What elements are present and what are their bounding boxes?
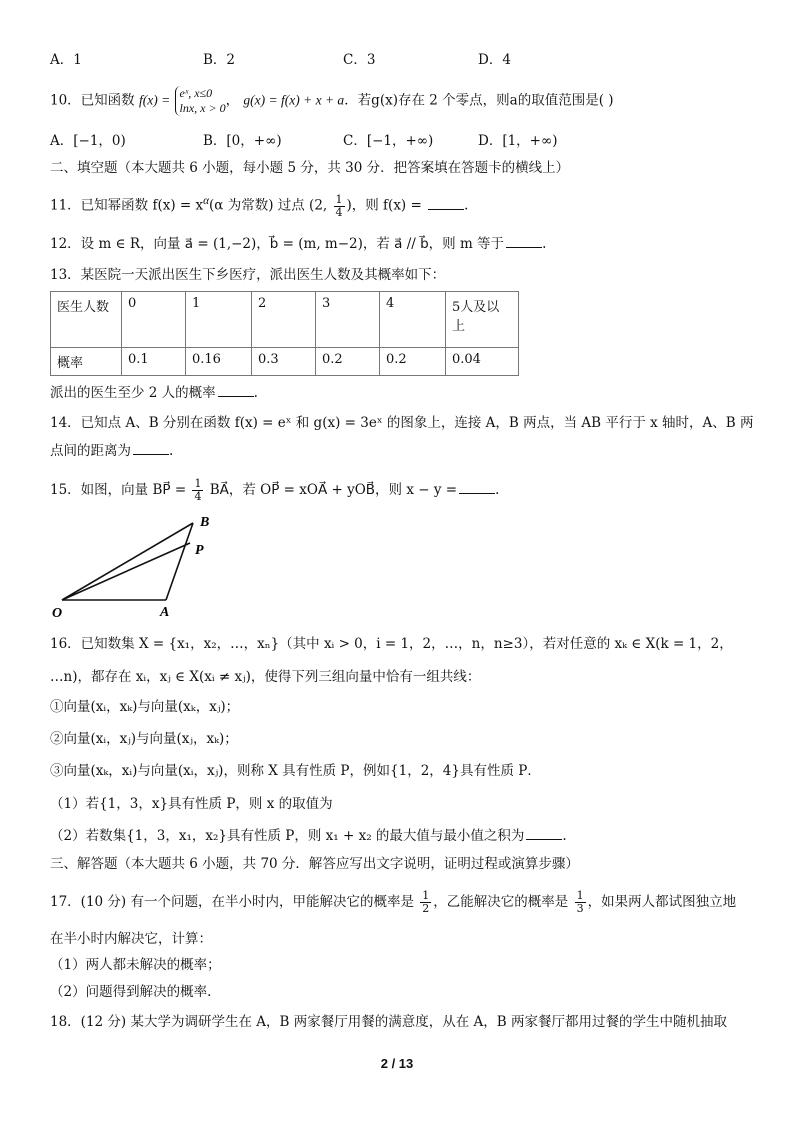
q10-option-c: C．[−1，+∞) bbox=[343, 133, 434, 149]
q13-question: 派出的医生至少 2 人的概率 . bbox=[50, 385, 258, 401]
piecewise-definition: eˣ, x≤0 lnx, x > 0 bbox=[175, 86, 226, 116]
q10-stem: 10．已知函数 f(x) = eˣ, x≤0 lnx, x > 0， g(x) = f(x) + x + a．若g(x)存在 2 个零点，则a的取值范围是( ) bbox=[50, 86, 614, 115]
table-cell: 0.04 bbox=[446, 348, 519, 376]
q14-stem-line1: 14．已知点 A、B 分别在函数 f(x) = eˣ 和 g(x) = 3eˣ 的图象上，连接 A，B 两点，当 AB 平行于 x 轴时，A、B 两 bbox=[50, 415, 754, 431]
table-header-cell: 5人及以上 bbox=[446, 292, 519, 348]
section-3-heading: 三、解答题（本大题共 6 小题，共 70 分．解答应写出文字说明，证明过程或演算步骤） bbox=[50, 856, 579, 872]
q16-part-1: （1）若{1，3，x}具有性质 P，则 x 的取值为 bbox=[50, 796, 333, 812]
table-cell: 0.2 bbox=[380, 348, 446, 376]
q16-condition-1: ①向量(xᵢ，xₖ)与向量(xₖ，xⱼ)； bbox=[50, 699, 240, 715]
table-header-cell: 0 bbox=[122, 292, 186, 348]
segment-ab bbox=[166, 523, 193, 600]
label-p: P bbox=[195, 543, 204, 558]
table-cell: 0.16 bbox=[186, 348, 252, 376]
q17-stem-line2: 在半小时内解决它，计算： bbox=[50, 931, 212, 947]
table-header-cell: 2 bbox=[252, 292, 316, 348]
table-header-cell: 1 bbox=[186, 292, 252, 348]
segment-op bbox=[62, 543, 190, 600]
q15-stem: 15．如图，向量 BP⃗ = $\frac{1}{4}$ BA⃗，若 OP⃗ = xOA⃗ + yOB⃗，则 x − y = . bbox=[50, 477, 500, 503]
answer-blank bbox=[526, 827, 562, 840]
table-cell: 概率 bbox=[51, 348, 122, 376]
answer-blank bbox=[506, 235, 542, 248]
q16-condition-3: ③向量(xₖ，xᵢ)与向量(xᵢ，xⱼ)，则称 X 具有性质 P，例如{1，2，4}具有性质 P． bbox=[50, 763, 541, 779]
label-o: O bbox=[52, 606, 63, 621]
q16-part-2: （2）若数集{1，3，x₁，x₂}具有性质 P，则 x₁ + x₂ 的最大值与最小值之积为 . bbox=[50, 828, 567, 844]
q16-stem-line1: 16．已知数集 X = {x₁，x₂，…，xₙ}（其中 xᵢ > 0，i = 1，2，…，n，n≥3），若对任意的 xₖ ∈ X(k = 1，2， bbox=[50, 636, 733, 652]
answer-blank bbox=[133, 442, 169, 455]
q11-stem: 11．已知幂函数 $f(x) = x^\alpha(\alpha$ 为常数) 过点 (2, $\frac{1}{4}$ )，则 f(x) = . bbox=[50, 192, 469, 219]
label-a: A bbox=[160, 605, 170, 620]
q12-stem: 12．设 m ∈ R，向量 a⃗ = (1,−2)，b⃗ = (m, m−2)，若 a⃗ // b⃗，则 m 等于 . bbox=[50, 236, 547, 252]
q14-stem-line2: 点间的距离为 . bbox=[50, 443, 174, 459]
segment-ob bbox=[62, 523, 193, 600]
answer-blank bbox=[218, 384, 254, 397]
table-cell: 0.1 bbox=[122, 348, 186, 376]
page-number: 2 / 13 bbox=[380, 1056, 414, 1071]
q17-part-2: （2）问题得到解决的概率. bbox=[50, 984, 212, 1000]
answer-blank bbox=[428, 197, 464, 210]
q9-option-b: B．2 bbox=[203, 52, 236, 68]
q10-option-a: A．[−1，0) bbox=[50, 133, 126, 149]
q9-option-d: D．4 bbox=[478, 52, 511, 68]
q10-option-d: D．[1，+∞) bbox=[478, 133, 558, 149]
table-cell: 0.3 bbox=[252, 348, 316, 376]
table-header-cell: 医生人数 bbox=[51, 292, 122, 348]
q9-option-a: A．1 bbox=[50, 52, 82, 68]
q16-stem-line2: …n)，都存在 xᵢ，xⱼ ∈ X(xᵢ ≠ xⱼ)，使得下列三组向量中恰有一组共线： bbox=[50, 669, 481, 685]
q17-part-1: （1）两人都未解决的概率； bbox=[50, 957, 221, 973]
q13-stem: 13．某医院一天派出医生下乡医疗，派出医生人数及其概率如下： bbox=[50, 267, 446, 283]
q9-option-c: C．3 bbox=[343, 52, 376, 68]
table-header-cell: 4 bbox=[380, 292, 446, 348]
q17-stem: 17．(10 分) 有一个问题，在半小时内，甲能解决它的概率是 $\frac{1}{2}$ ，乙能解决它的概率是 $\frac{1}{3}$ ，如果两人都试图独立地 bbox=[50, 889, 737, 915]
vector-triangle-figure bbox=[50, 512, 220, 622]
q16-condition-2: ②向量(xᵢ，xⱼ)与向量(xⱼ，xₖ)； bbox=[50, 731, 238, 747]
probability-table bbox=[50, 291, 519, 376]
table-cell: 0.2 bbox=[316, 348, 380, 376]
label-b: B bbox=[200, 515, 210, 530]
table-header-cell: 3 bbox=[316, 292, 380, 348]
section-2-heading: 二、填空题（本大题共 6 小题，每小题 5 分，共 30 分．把答案填在答题卡的横线上） bbox=[50, 160, 570, 176]
answer-blank bbox=[459, 481, 495, 494]
q10-option-b: B．[0，+∞) bbox=[203, 133, 282, 149]
q18-stem: 18．(12 分) 某大学为调研学生在 A，B 两家餐厅用餐的满意度，从在 A，B 两家餐厅都用过餐的学生中随机抽取 bbox=[50, 1014, 727, 1030]
